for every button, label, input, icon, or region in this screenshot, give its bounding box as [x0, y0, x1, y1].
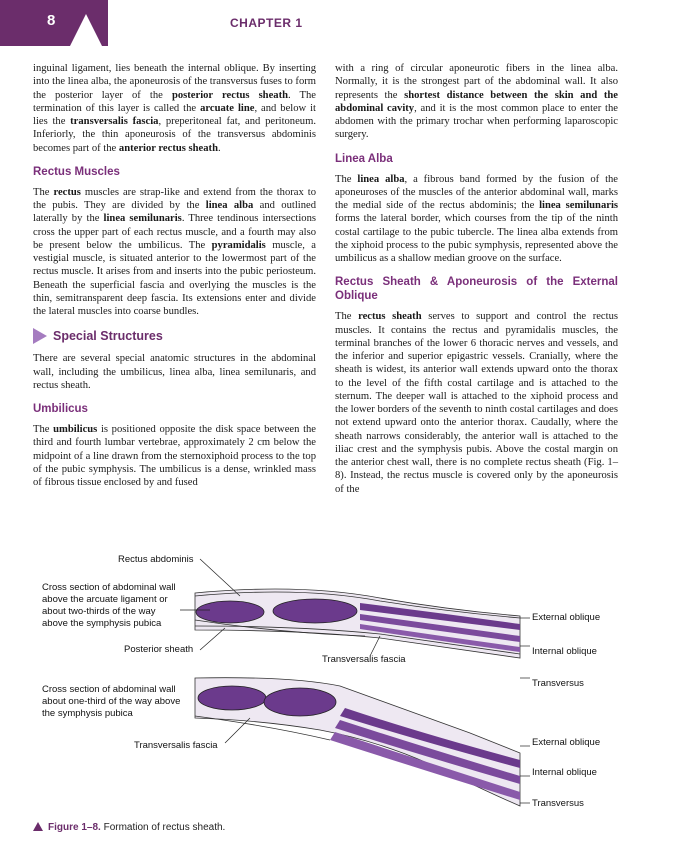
rectus-muscles-paragraph: The rectus muscles are strap-like and extend from the thorax to the pubis. They are divided by the linea alba and outlined laterally by the linea semilunaris. Three tendinous intersections cross the upper part of each rectus muscle, and a fourth may also be present below the umbilicus. The pyramidalis muscle, a vestigial muscle, is situated anterior to the lowermost part of the rectus muscle. It arises from and inserts into the pubic periosteum. Beneath the superficial fascia and overlying the muscles is the thin, semitransparent deep fascia. Its extensions enter and divide the lateral muscles into coarse bundles.: [33, 186, 317, 317]
label-cross-upper-line2: above the arcuate ligament or: [42, 594, 168, 605]
label-cross-upper-line4: above the symphysis pubica: [42, 618, 162, 629]
special-structures-paragraph: There are several special anatomic structures in the abdominal wall, including the umbilicus, linea alba, linea semilunaris, and rectus sheath.: [33, 353, 316, 391]
caption-triangle-icon: [33, 822, 43, 831]
rectus-muscle-left-upper: [196, 601, 264, 623]
label-transversalis-fascia-upper: Transversalis fascia: [322, 654, 406, 665]
left-column: [33, 62, 316, 495]
label-external-oblique-upper: External oblique: [532, 612, 601, 623]
label-transversus-lower: Transversus: [532, 798, 584, 809]
label-rectus-abdominis: Rectus abdominis: [118, 554, 194, 565]
label-cross-lower-line3: the symphysis pubica: [42, 708, 133, 719]
rectus-sheath-paragraph: The rectus sheath serves to support and control the rectus muscles. It contains the rectus and pyramidalis muscles, the terminal branches of the lower 6 thoracic nerves and vessels, and the inferior and superior epigastric vessels. Cranially, where the sheath is widest, its anterior wall extends upward onto the thorax to the level of the fifth costal cartilage and is attached to the sternum. The deeper wall is attached to the xiphoid process and the lower borders of the seventh to ninth costal cartilages and does not extend upward onto the anterior thorax. Caudally, where the sheath narrows considerably, the anterior wall is attached to the iliac crest and the symphysis pubis. Above the costal margin on the anterior chest wall, there is no complete rectus sheath (Fig. 1–8). Instead, the rectus muscle is covered only by the aponeurosis of the: [335, 311, 618, 495]
rectus-muscles-heading: Rectus Muscles: [33, 165, 120, 178]
special-structures-heading: Special Structures: [33, 328, 316, 344]
rectus-muscle-left-lower: [198, 686, 266, 710]
label-posterior-sheath: Posterior sheath: [124, 644, 194, 655]
umbilicus-paragraph: The umbilicus is positioned opposite the disk space between the third and fourth lumbar vertebrae, approximately 2 cm below the midpoint of a line drawn from the sternoxiphoid process to the top of the pubic symphysis. The umbilicus is a dense, wrinkled mass of fibrous tissue enclosed by and fused: [33, 424, 317, 488]
page-number: 8: [47, 12, 56, 29]
label-transversus-upper: Transversus: [532, 678, 584, 689]
label-internal-oblique-lower: Internal oblique: [532, 767, 597, 778]
header-triangle-icon: [70, 14, 102, 46]
label-cross-upper-line3: about two-thirds of the way: [42, 606, 156, 617]
label-cross-upper-line1: Cross section of abdominal wall: [42, 582, 176, 593]
label-internal-oblique-upper: Internal oblique: [532, 646, 597, 657]
caption-text: Formation of rectus sheath.: [100, 822, 226, 833]
linea-alba-heading: Linea Alba: [335, 152, 393, 165]
rectus-muscle-right-lower: [264, 688, 336, 716]
label-cross-lower-line2: about one-third of the way above: [42, 696, 181, 707]
rectus-sheath-heading: Rectus Sheath & Aponeurosis of the External Oblique: [335, 276, 618, 303]
rectus-muscle-right-upper: [273, 599, 357, 623]
lower-cross-section: [195, 678, 520, 806]
umbilicus-heading: Umbilicus: [33, 403, 88, 415]
rectus-sheath-figure: [0, 548, 687, 823]
left-intro-paragraph: inguinal ligament, lies beneath the internal oblique. By inserting into the linea alba, the aponeurosis of the transversus fuses to form the posterior layer of the posterior rectus sheath. The termination of this layer is called the arcuate line, and below it lies the transversalis fascia, preperitoneal fat, and peritoneum. Inferiorly, the thin aponeurosis of the transversus abdominis becomes part of the anterior rectus sheath.: [33, 63, 317, 154]
figure-number: Figure 1–8.: [48, 822, 101, 833]
right-intro-paragraph: with a ring of circular aponeurotic fibers in the linea alba. Normally, it is the strongest part of the abdominal wall. It also represents the shortest distance between the skin and the abdominal cavity, and it is the most common place to enter the abdomen with the primary trochar when performing laparoscopic surgery.: [335, 63, 618, 141]
chapter-title: CHAPTER 1: [230, 16, 303, 30]
right-column: [335, 62, 618, 502]
linea-alba-paragraph: The linea alba, a fibrous band formed by the fusion of the aponeuroses of the muscles of the anterior abdominal wall, marks the medial side of the rectus abdominis; the linea semilunaris forms the lateral border, which courses from the tip of the ninth costal cartilage to the pubic tubercle. The linea alba extends from the xiphoid process to the pubic symphysis, represented above the umbilicus as a shallow median groove on the surface.: [335, 173, 619, 264]
label-external-oblique-lower: External oblique: [532, 737, 601, 748]
section-arrow-icon: [33, 328, 47, 344]
upper-cross-section: [195, 589, 520, 658]
figure-caption: [33, 822, 225, 833]
label-transversalis-fascia-lower: Transversalis fascia: [134, 740, 218, 751]
label-cross-lower-line1: Cross section of abdominal wall: [42, 684, 176, 695]
